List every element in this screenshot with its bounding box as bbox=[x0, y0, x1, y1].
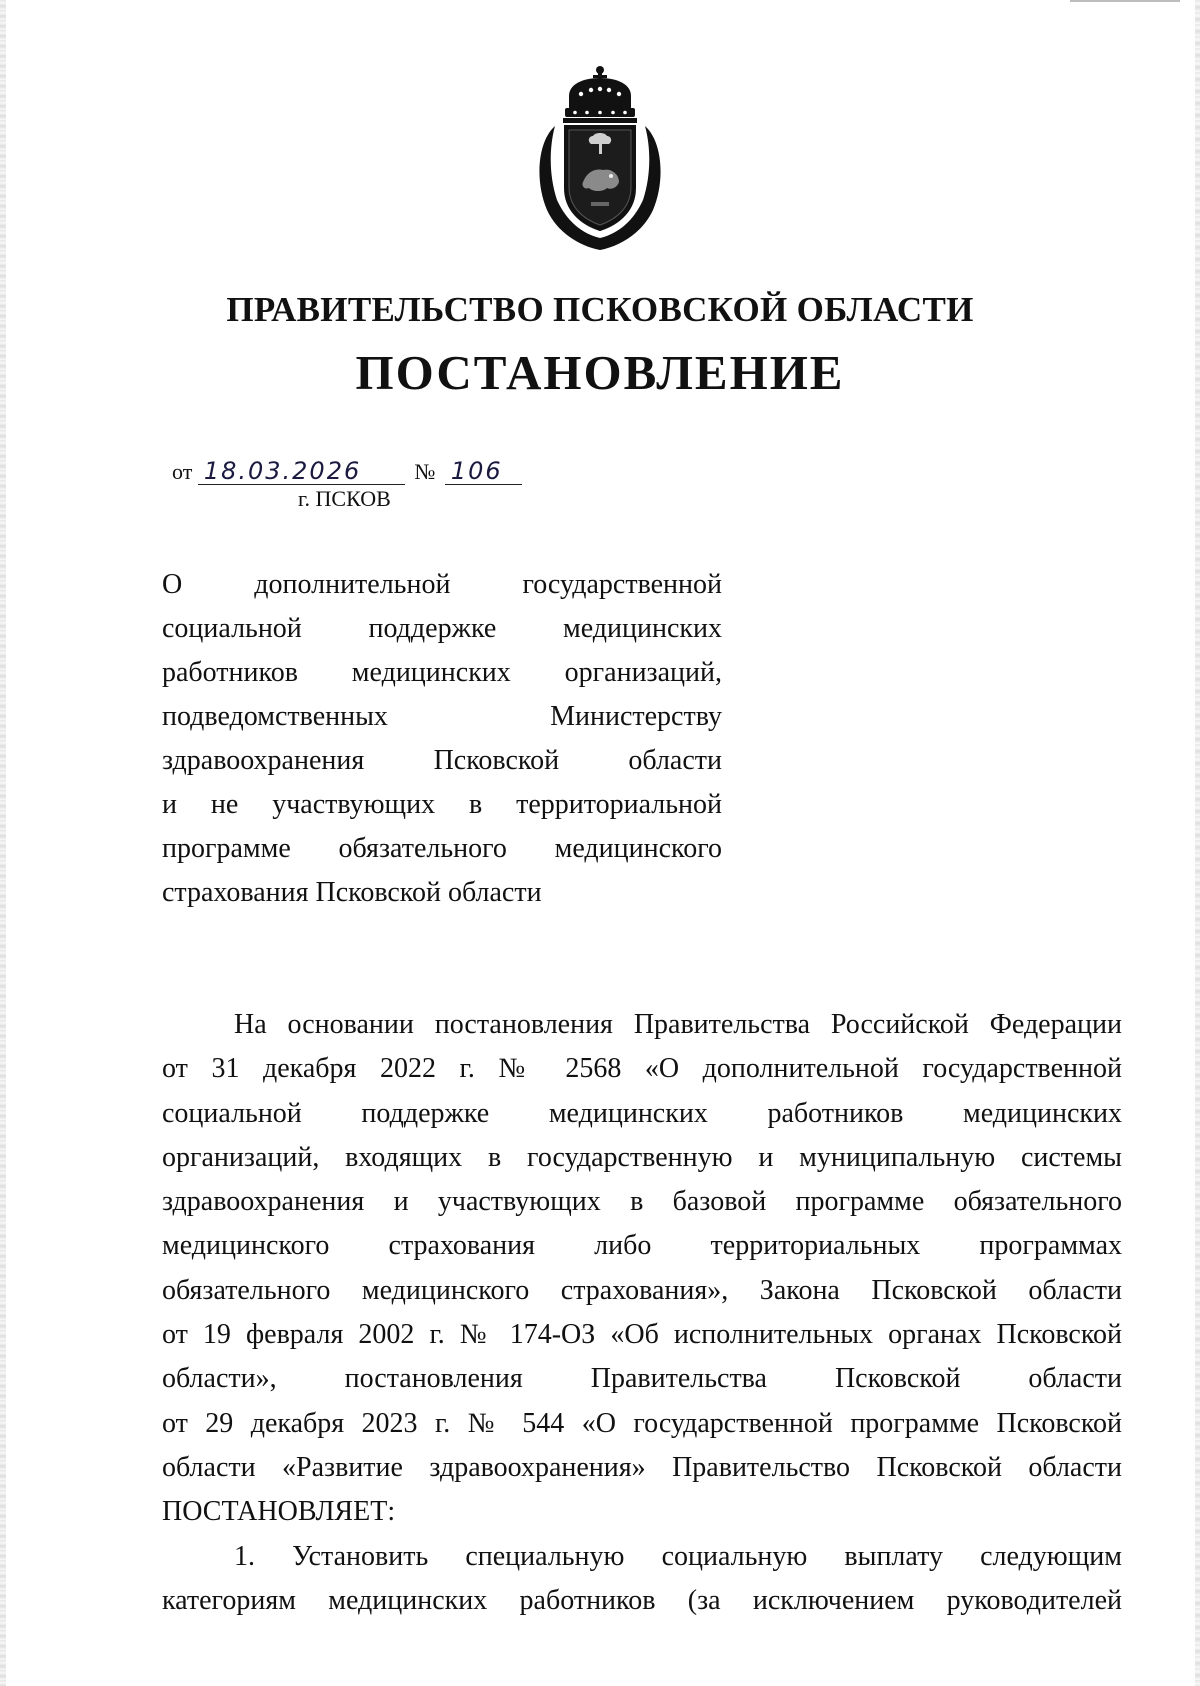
subject-line: О дополнительной государственной bbox=[162, 569, 722, 600]
government-title: ПРАВИТЕЛЬСТВО ПСКОВСКОЙ ОБЛАСТИ bbox=[226, 290, 974, 329]
subject-line: работников медицинских организаций, bbox=[162, 657, 722, 688]
pskov-oblast-coat-of-arms-icon bbox=[533, 64, 667, 254]
city-label: г. ПСКОВ bbox=[298, 486, 391, 511]
subject-line: программе обязательного медицинского bbox=[162, 833, 722, 864]
subject-line: и не участвующих в территориальной bbox=[162, 789, 722, 820]
handwritten-number: 106 bbox=[445, 458, 522, 485]
document-type-title: ПОСТАНОВЛЕНИЕ bbox=[355, 345, 845, 400]
document-body bbox=[162, 1003, 1122, 1623]
document-subject bbox=[162, 563, 722, 915]
body-line: области», постановления Правительства Псковской области bbox=[162, 1363, 1122, 1395]
scan-edge-top bbox=[1070, 0, 1180, 2]
body-line-resolve: ПОСТАНОВЛЯЕТ: bbox=[162, 1496, 396, 1528]
body-line: организаций, входящих в государственную и муниципальную системы bbox=[162, 1141, 1122, 1173]
body-line: категориям медицинских работников (за исключением руководителей bbox=[162, 1584, 1122, 1616]
subject-line: страхования Псковской области bbox=[162, 877, 542, 908]
document-meta-line bbox=[172, 458, 522, 485]
number-prefix-label: № bbox=[414, 459, 436, 484]
subject-line: подведомственных Министерству bbox=[162, 701, 722, 732]
subject-line: социальной поддержке медицинских bbox=[162, 613, 722, 644]
body-line: обязательного медицинского страхования», Закона Псковской области bbox=[162, 1274, 1122, 1306]
body-line: области «Развитие здравоохранения» Правительство Псковской области bbox=[162, 1451, 1122, 1483]
body-line: от 29 декабря 2023 г. № 544 «О государственной программе Псковской bbox=[162, 1407, 1122, 1439]
body-line: На основании постановления Правительства Российской Федерации bbox=[234, 1009, 1122, 1040]
body-line-clause: 1. Установить специальную социальную выплату следующим bbox=[234, 1540, 1122, 1572]
date-prefix-label: от bbox=[172, 459, 193, 484]
body-line: социальной поддержке медицинских работников медицинских bbox=[162, 1097, 1122, 1129]
scan-edge-right bbox=[1195, 0, 1200, 1686]
subject-line: здравоохранения Псковской области bbox=[162, 745, 722, 776]
scan-edge-left bbox=[0, 0, 6, 1686]
body-line: от 31 декабря 2022 г. № 2568 «О дополнительной государственной bbox=[162, 1053, 1122, 1085]
body-line: медицинского страхования либо территориальных программах bbox=[162, 1230, 1122, 1262]
body-line: здравоохранения и участвующих в базовой программе обязательного bbox=[162, 1186, 1122, 1218]
body-line: от 19 февраля 2002 г. № 174-ОЗ «Об исполнительных органах Псковской bbox=[162, 1319, 1122, 1351]
handwritten-date: 18.03.2026 bbox=[198, 458, 405, 485]
